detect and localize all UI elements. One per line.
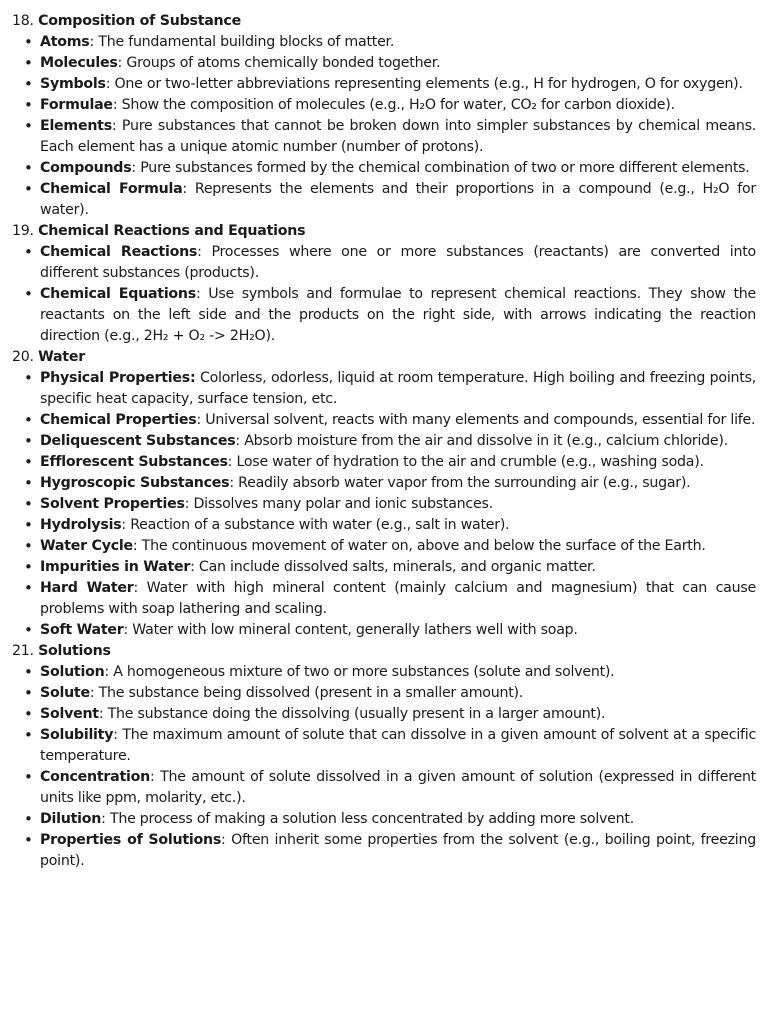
list-item xyxy=(12,368,756,410)
bullet-icon: • xyxy=(24,33,33,51)
list-item xyxy=(12,32,756,53)
bullet-icon: • xyxy=(24,495,33,513)
item-separator: : xyxy=(89,34,99,50)
item-separator: : xyxy=(121,517,131,533)
item-text: Water with high mineral content (mainly calcium and magnesium) that can cause problems with soap lathering and scaling. xyxy=(40,580,756,617)
bullet-icon: • xyxy=(24,705,33,723)
list-item xyxy=(12,158,756,179)
item-separator: : xyxy=(190,559,199,575)
item-term: Hydrolysis xyxy=(40,517,122,533)
list-item xyxy=(12,179,756,221)
section-list xyxy=(12,662,756,872)
item-term: Solvent Properties xyxy=(40,496,185,512)
list-item xyxy=(12,452,756,473)
item-text: The substance doing the dissolving (usually present in a larger amount). xyxy=(107,706,606,722)
item-text: The fundamental building blocks of matter. xyxy=(98,34,395,50)
list-item xyxy=(12,704,756,725)
item-separator: : xyxy=(123,622,133,638)
item-text: Show the composition of molecules (e.g., H₂O for water, CO₂ for carbon dioxide). xyxy=(121,97,675,113)
section-heading xyxy=(12,347,756,368)
item-text: Colorless, odorless, liquid at room temperature. High boiling and freezing points, specific heat capacity, surface tension, etc. xyxy=(40,370,756,407)
item-text: Can include dissolved salts, minerals, and organic matter. xyxy=(198,559,596,575)
list-item xyxy=(12,725,756,767)
bullet-icon: • xyxy=(24,831,33,849)
item-separator: : xyxy=(105,76,115,92)
item-separator: : xyxy=(182,181,195,197)
item-term: Elements xyxy=(40,118,112,134)
bullet-icon: • xyxy=(24,285,33,303)
item-separator: : xyxy=(227,454,237,470)
section-title: Composition of Substance xyxy=(38,13,241,29)
bullet-icon: • xyxy=(24,369,33,387)
item-text: The process of making a solution less concentrated by adding more solvent. xyxy=(109,811,634,827)
item-separator: : xyxy=(113,727,123,743)
item-separator: : xyxy=(132,538,142,554)
item-text: Readily absorb water vapor from the surrounding air (e.g., sugar). xyxy=(238,475,691,491)
bullet-icon: • xyxy=(24,810,33,828)
list-item xyxy=(12,242,756,284)
list-item xyxy=(12,767,756,809)
item-text: Universal solvent, reacts with many elements and compounds, essential for life. xyxy=(205,412,756,428)
item-text: Reaction of a substance with water (e.g., salt in water). xyxy=(130,517,510,533)
list-item xyxy=(12,830,756,872)
bullet-icon: • xyxy=(24,579,33,597)
bullet-icon: • xyxy=(24,432,33,450)
item-term: Chemical Formula xyxy=(40,181,183,197)
list-item xyxy=(12,74,756,95)
item-term: Hard Water xyxy=(40,580,134,596)
bullet-icon: • xyxy=(24,453,33,471)
section-list xyxy=(12,242,756,347)
item-text: One or two-letter abbreviations representing elements (e.g., H for hydrogen, O for oxygen). xyxy=(114,76,743,92)
item-separator: : xyxy=(111,118,122,134)
item-term: Chemical Reactions xyxy=(40,244,198,260)
bullet-icon: • xyxy=(24,726,33,744)
bullet-icon: • xyxy=(24,684,33,702)
list-item xyxy=(12,95,756,116)
item-text: Absorb moisture from the air and dissolve in it (e.g., calcium chloride). xyxy=(244,433,728,449)
item-separator: : xyxy=(195,286,209,302)
item-text: Groups of atoms chemically bonded together. xyxy=(126,55,441,71)
item-separator: : xyxy=(89,685,99,701)
list-item xyxy=(12,410,756,431)
section-heading xyxy=(12,221,756,242)
section-list xyxy=(12,32,756,221)
list-item xyxy=(12,536,756,557)
bullet-icon: • xyxy=(24,537,33,555)
item-separator: : xyxy=(133,580,147,596)
list-item xyxy=(12,578,756,620)
list-item xyxy=(12,431,756,452)
section-number: 20. xyxy=(12,349,34,365)
item-separator: : xyxy=(101,811,110,827)
bullet-icon: • xyxy=(24,663,33,681)
item-term: Molecules xyxy=(40,55,118,71)
list-item xyxy=(12,662,756,683)
item-text: Use symbols and formulae to represent chemical reactions. They show the reactants on the left side and the products on the right side, with arrows indicating the reaction direction (e.g., 2H₂ + O₂ -> 2H₂O). xyxy=(40,286,757,344)
item-term: Solvent xyxy=(40,706,99,722)
list-item xyxy=(12,620,756,641)
bullet-icon: • xyxy=(24,558,33,576)
item-term: Physical Properties: xyxy=(40,370,196,386)
section-title: Chemical Reactions and Equations xyxy=(38,223,306,239)
item-separator: : xyxy=(117,55,127,71)
bullet-icon: • xyxy=(24,159,33,177)
list-item xyxy=(12,284,756,347)
item-text: Often inherit some properties from the solvent (e.g., boiling point, freezing point). xyxy=(40,832,756,869)
item-text: The substance being dissolved (present in a smaller amount). xyxy=(98,685,524,701)
item-separator: : xyxy=(150,769,161,785)
item-text: Lose water of hydration to the air and crumble (e.g., washing soda). xyxy=(236,454,704,470)
item-separator: : xyxy=(221,832,232,848)
item-term: Water Cycle xyxy=(40,538,133,554)
item-term: Impurities in Water xyxy=(40,559,191,575)
list-item xyxy=(12,683,756,704)
item-text: The maximum amount of solute that can dissolve in a given amount of solvent at a specific temperature. xyxy=(40,727,756,764)
bullet-icon: • xyxy=(24,54,33,72)
item-term: Compounds xyxy=(40,160,132,176)
item-separator: : xyxy=(98,706,108,722)
item-separator: : xyxy=(131,160,141,176)
item-term: Concentration xyxy=(40,769,150,785)
bullet-icon: • xyxy=(24,768,33,786)
item-separator: : xyxy=(235,433,245,449)
item-separator: : xyxy=(196,412,206,428)
item-text: Pure substances that cannot be broken down into simpler substances by chemical means. Each element has a unique atomic number (number of protons). xyxy=(40,118,756,155)
item-text: A homogeneous mixture of two or more substances (solute and solvent). xyxy=(113,664,615,680)
list-item xyxy=(12,515,756,536)
item-term: Solute xyxy=(40,685,90,701)
bullet-icon: • xyxy=(24,243,33,261)
item-separator: : xyxy=(104,664,114,680)
item-text: The continuous movement of water on, above and below the surface of the Earth. xyxy=(141,538,706,554)
item-term: Efflorescent Substances xyxy=(40,454,228,470)
item-term: Dilution xyxy=(40,811,102,827)
item-term: Soft Water xyxy=(40,622,124,638)
bullet-icon: • xyxy=(24,75,33,93)
bullet-icon: • xyxy=(24,516,33,534)
section-number: 18. xyxy=(12,13,34,29)
item-term: Atoms xyxy=(40,34,90,50)
item-separator: : xyxy=(112,97,122,113)
item-term: Formulae xyxy=(40,97,113,113)
item-term: Solubility xyxy=(40,727,114,743)
list-item xyxy=(12,809,756,830)
list-item xyxy=(12,116,756,158)
bullet-icon: • xyxy=(24,411,33,429)
list-item xyxy=(12,53,756,74)
item-term: Solution xyxy=(40,664,105,680)
bullet-icon: • xyxy=(24,474,33,492)
section-list xyxy=(12,368,756,641)
item-text: The amount of solute dissolved in a given amount of solution (expressed in different units like ppm, molarity, etc.). xyxy=(40,769,756,806)
bullet-icon: • xyxy=(24,117,33,135)
item-separator: : xyxy=(184,496,194,512)
list-item xyxy=(12,494,756,515)
list-item xyxy=(12,557,756,578)
bullet-icon: • xyxy=(24,621,33,639)
bullet-icon: • xyxy=(24,180,33,198)
section-heading xyxy=(12,641,756,662)
item-term: Properties of Solutions xyxy=(40,832,222,848)
section-title: Water xyxy=(38,349,85,365)
section-heading xyxy=(12,11,756,32)
item-term: Hygroscopic Substances xyxy=(40,475,230,491)
item-text: Dissolves many polar and ionic substances. xyxy=(193,496,493,512)
section-number: 21. xyxy=(12,643,34,659)
item-text: Pure substances formed by the chemical combination of two or more different elements. xyxy=(140,160,750,176)
section-number: 19. xyxy=(12,223,34,239)
item-text: Represents the elements and their proportions in a compound (e.g., H₂O for water). xyxy=(40,181,756,218)
item-text: Processes where one or more substances (reactants) are converted into different substances (products). xyxy=(40,244,756,281)
item-term: Chemical Properties xyxy=(40,412,197,428)
item-term: Chemical Equations xyxy=(40,286,196,302)
item-term: Deliquescent Substances xyxy=(40,433,236,449)
item-separator: : xyxy=(229,475,239,491)
bullet-icon: • xyxy=(24,96,33,114)
item-separator: : xyxy=(197,244,212,260)
list-item xyxy=(12,473,756,494)
section-title: Solutions xyxy=(38,643,111,659)
item-text: Water with low mineral content, generally lathers well with soap. xyxy=(132,622,578,638)
item-term: Symbols xyxy=(40,76,106,92)
